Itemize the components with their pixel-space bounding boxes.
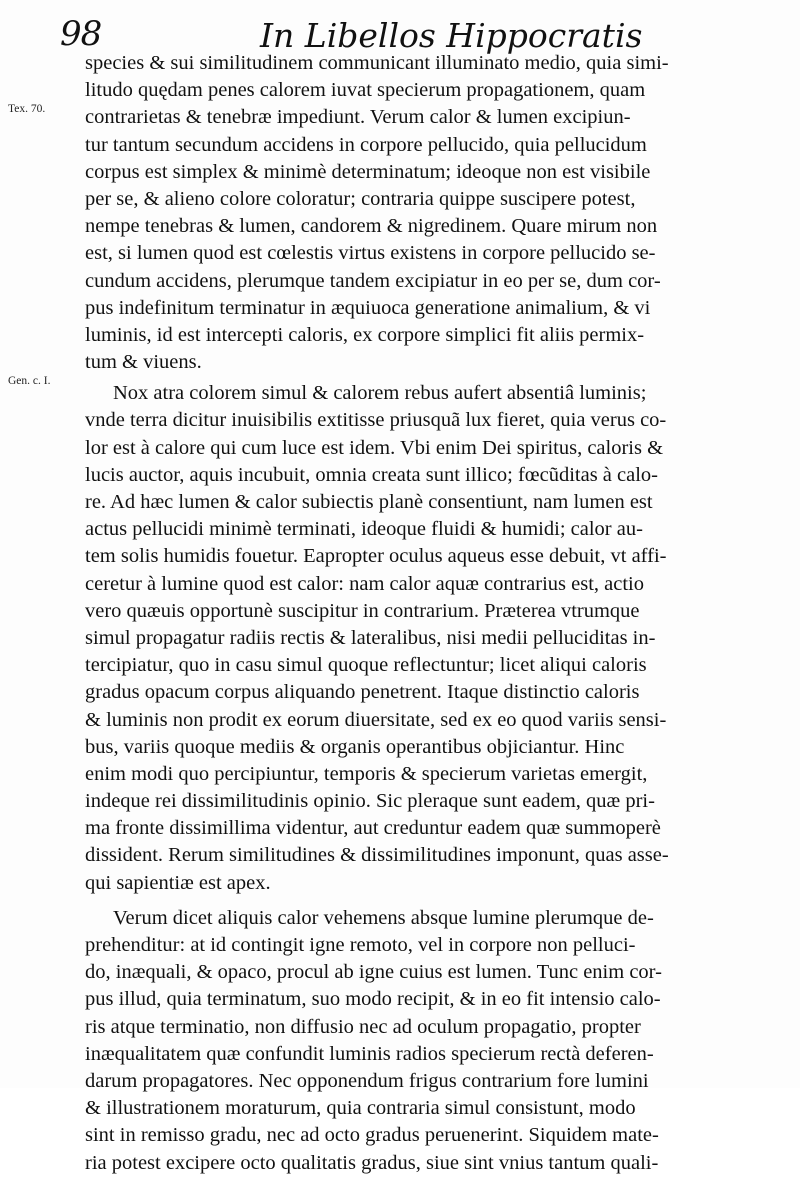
text-line: pus indefinitum terminatur in æquiuoca generatione animalium, & vi: [85, 296, 651, 319]
text-line: lucis auctor, aquis incubuit, omnia creata sunt illico; fœcũditas à calo-: [85, 463, 658, 486]
paragraph-3: [85, 905, 745, 1177]
text-line: sint in remisso gradu, nec ad octo gradus peruenerint. Siquidem mate-: [85, 1124, 659, 1147]
text-line: lor est à calore qui cum luce est idem. Vbi enim Dei spiritus, caloris &: [85, 436, 664, 459]
text-line: enim modi quo percipiuntur, temporis & specierum varietas emergit,: [85, 762, 648, 785]
text-line: indeque rei dissimilitudinis opinio. Sic pleraque sunt eadem, quæ pri-: [85, 790, 655, 813]
text-line: Verum dicet aliquis calor vehemens absque lumine plerumque de-: [113, 906, 654, 929]
text-line: vnde terra dicitur inuisibilis extitisse priusquã lux fieret, quia verus co-: [85, 409, 667, 432]
text-line: & luminis non prodit ex eorum diuersitate, sed ex eo quod variis sensi-: [85, 708, 667, 731]
text-line: prehenditur: at id contingit igne remoto, vel in corpore non pelluci-: [85, 934, 636, 956]
text-line: dissident. Rerum similitudines & dissimilitudines imponunt, quas asse-: [85, 844, 669, 867]
text-line: nempe tenebras & lumen, candorem & nigredinem. Quare mirum non: [85, 215, 658, 238]
text-line: per se, & alieno colore coloratur; contraria quippe suscipere potest,: [85, 187, 636, 210]
running-head: In Libellos Hippocratis: [260, 16, 643, 55]
body-text: [85, 50, 745, 1177]
text-line: tur tantum secundum accidens in corpore pellucido, quia pellucidum: [85, 133, 647, 156]
text-line: tem solis humidis fouetur. Eapropter oculus aqueus esse debuit, vt affi-: [85, 545, 667, 568]
text-line: ceretur à lumine quod est calor: nam calor aquæ contrarius est, actio: [85, 572, 644, 595]
text-line: bus, variis quoque mediis & organis operantibus objiciantur. Hinc: [85, 735, 625, 758]
text-line: vero quæuis opportunè suscipitur in contrarium. Præterea vtrumque: [85, 599, 640, 622]
margin-note-text-reference: Tex. 70.: [8, 103, 46, 115]
text-line: luminis, id est intercepti caloris, ex corpore simplici fit aliis permix-: [85, 323, 645, 346]
text-line: simul propagatur radiis rectis & lateralibus, nisi medii pelluciditas in-: [85, 626, 656, 649]
text-line: ris atque terminatio, non diffusio nec ad oculum propagatio, propter: [85, 1015, 641, 1038]
text-line: litudo quędam penes calorem iuvat specierum propagationem, quam: [85, 79, 646, 102]
text-line: actus pellucidi minimè terminati, ideoque fluidi & humidi; calor au-: [85, 518, 643, 541]
text-line: inæqualitatem quæ confundit luminis radios specierum rectà deferen-: [85, 1042, 654, 1065]
text-line: Nox atra colorem simul & calorem rebus aufert absentiâ luminis;: [113, 382, 647, 405]
text-line: gradus opacum corpus aliquando penetrent. Itaque distinctio caloris: [85, 681, 640, 704]
text-line: darum propagatores. Nec opponendum frigus contrarium fore lumini: [85, 1069, 649, 1092]
text-line: cundum accidens, plerumque tandem excipiatur in eo per se, dum cor-: [85, 269, 661, 292]
paragraph-2: [85, 380, 745, 897]
text-line: contrarietas & tenebræ impediunt. Verum calor & lumen excipiun-: [85, 106, 631, 129]
text-line: tercipiatur, quo in casu simul quoque reflectuntur; licet aliqui caloris: [85, 654, 647, 677]
text-line: do, inæquali, & opaco, procul ab igne cuius est lumen. Tunc enim cor-: [85, 961, 662, 984]
text-line: re. Ad hæc lumen & calor subiectis planè consentiunt, nam lumen est: [85, 491, 653, 513]
text-line: qui sapientiæ est apex.: [85, 871, 271, 894]
margin-note-genesis-reference: Gen. c. I.: [8, 375, 51, 387]
text-line: corpus est simplex & minimè determinatum; ideoque non est visibile: [85, 160, 651, 183]
text-line: ria potest excipere octo qualitatis gradus, siue sint vnius tantum quali-: [85, 1151, 659, 1174]
text-line: est, si lumen quod est cœlestis virtus existens in corpore pellucido se-: [85, 242, 656, 265]
page-number: 98: [60, 14, 102, 54]
text-line: species & sui similitudinem communicant illuminato medio, quia simi-: [85, 52, 669, 74]
text-line: pus illud, quia terminatum, suo modo recipit, & in eo fit intensio calo-: [85, 988, 661, 1011]
text-line: & illustrationem moraturum, quia contraria simul consistunt, modo: [85, 1097, 636, 1120]
paragraph-1: [85, 50, 745, 376]
text-line: ma fronte dissimillima videntur, aut creduntur eadem quæ summoperè: [85, 817, 661, 840]
text-line: tum & viuens.: [85, 351, 202, 374]
